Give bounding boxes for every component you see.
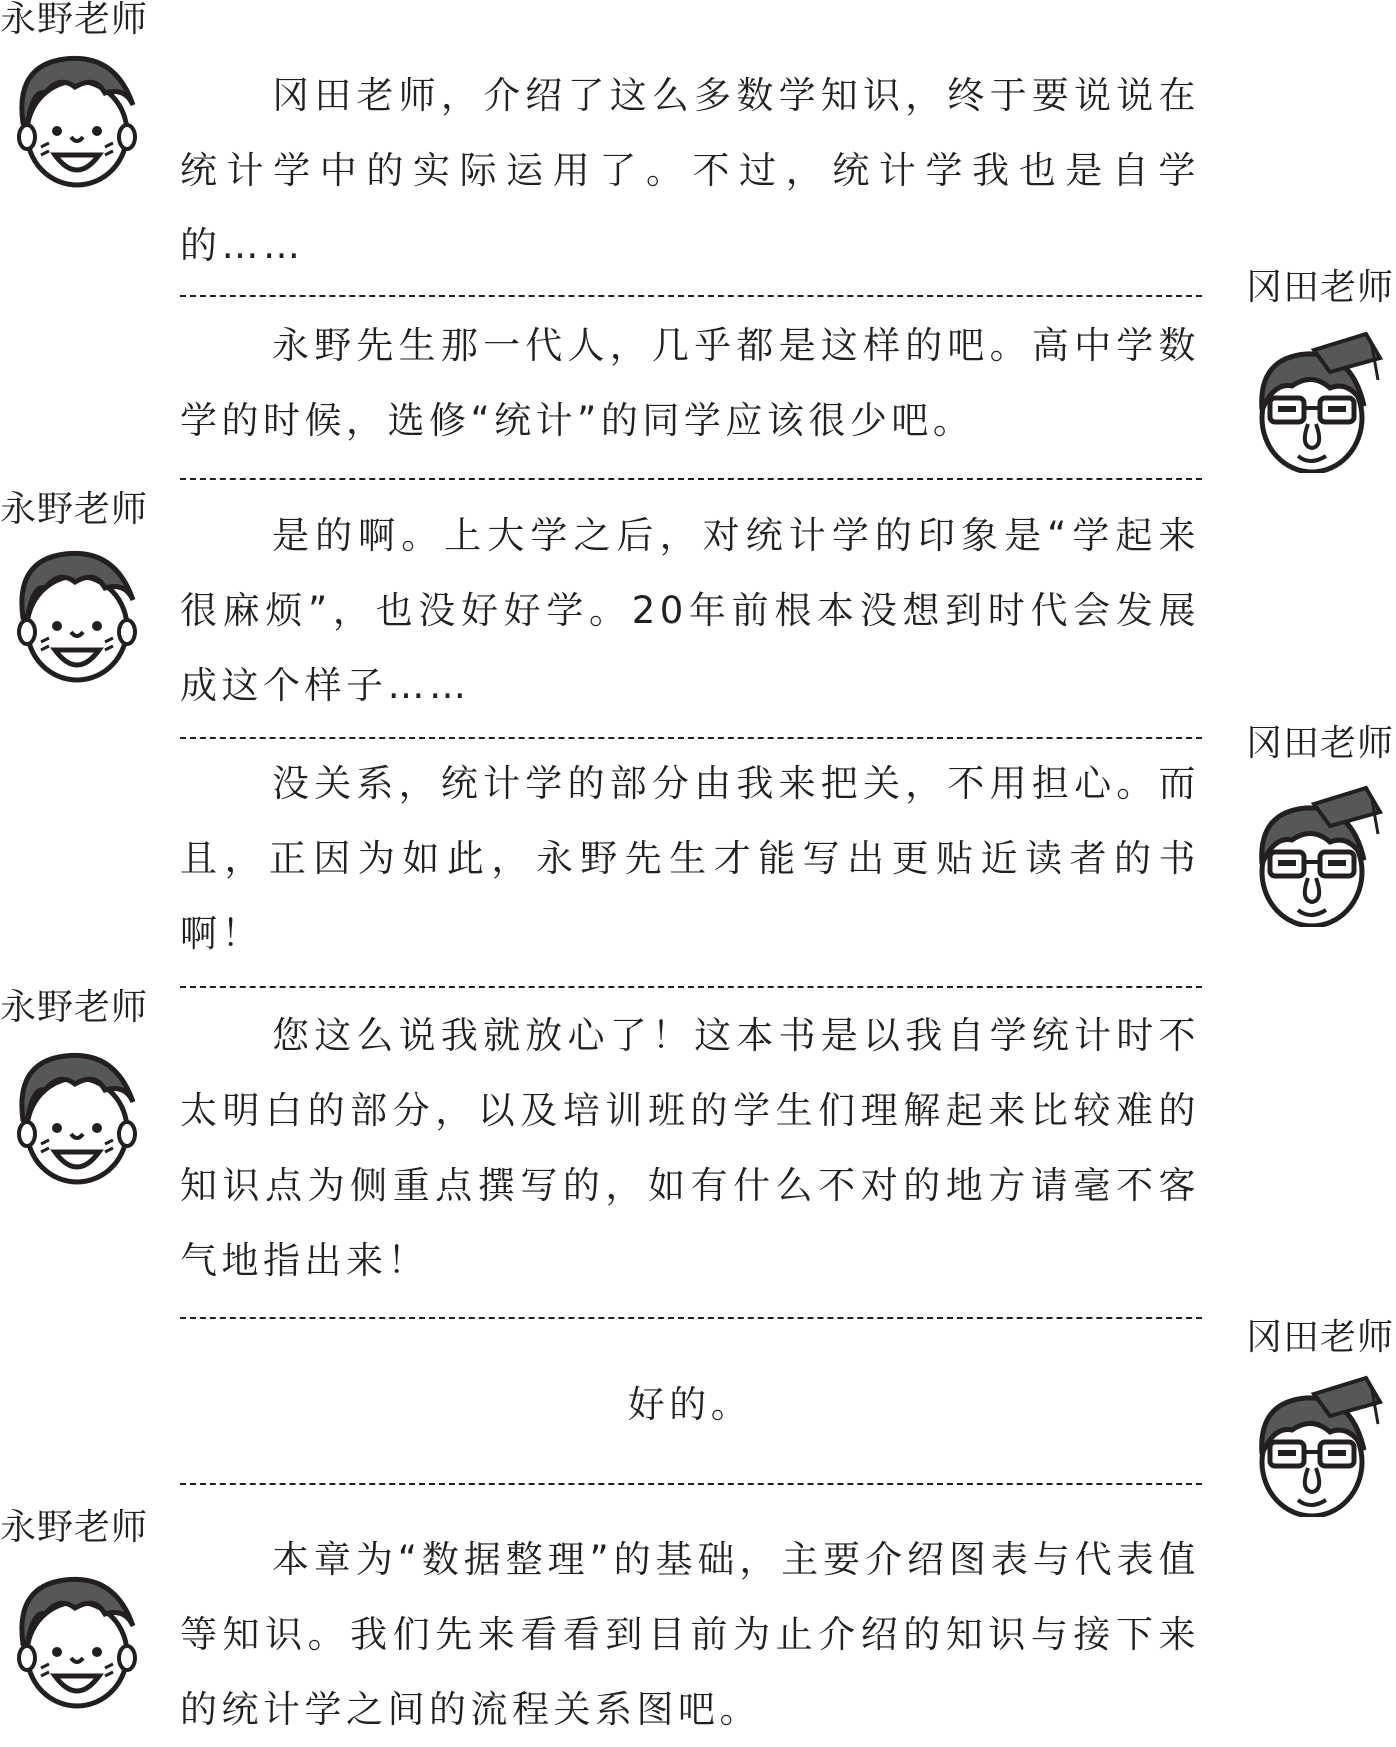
dialogue-divider — [180, 478, 1202, 480]
speaker-name-nagano: 永野老师 — [0, 987, 149, 1028]
dialogue-divider — [180, 737, 1202, 739]
speaker-name-okada: 冈田老师 — [1246, 1317, 1395, 1358]
speaker-name-okada: 冈田老师 — [1246, 267, 1395, 308]
nagano-avatar-icon — [5, 540, 150, 685]
dialogue-line: 是的啊。上大学之后，对统计学的印象是“学起来很麻烦”，也没好好学。20年前根本没想到时代会发展成这个样子…… — [180, 514, 1200, 707]
dialogue-line: 好的。 — [627, 1383, 753, 1426]
nagano-avatar-icon — [5, 1566, 150, 1711]
dialogue-line: 您这么说我就放心了！这本书是以我自学统计时不太明白的部分，以及培训班的学生们理解起来比较难的知识点为侧重点撰写的，如有什么不对的地方请毫不客气地指出来！ — [180, 1014, 1200, 1282]
dialogue-line: 冈田老师，介绍了这么多数学知识，终于要说说在统计学中的实际运用了。不过，统计学我也是自学的…… — [180, 74, 1200, 267]
dialogue-divider — [180, 295, 1202, 297]
nagano-avatar-icon — [5, 1042, 150, 1187]
nagano-avatar-icon — [5, 45, 150, 190]
okada-avatar-icon — [1240, 1372, 1385, 1517]
okada-avatar-icon — [1240, 782, 1385, 927]
speaker-name-nagano: 永野老师 — [0, 489, 149, 530]
dialogue-divider — [180, 1483, 1202, 1485]
dialogue-divider — [180, 986, 1202, 988]
speaker-name-okada: 冈田老师 — [1246, 723, 1395, 764]
dialogue-divider — [180, 1317, 1202, 1319]
speaker-name-nagano: 永野老师 — [0, 0, 149, 40]
dialogue-line: 没关系，统计学的部分由我来把关，不用担心。而且，正因为如此，永野先生才能写出更贴近读者的书啊！ — [180, 762, 1200, 955]
dialogue-line: 永野先生那一代人，几乎都是这样的吧。高中学数学的时候，选修“统计”的同学应该很少吧。 — [180, 324, 1200, 442]
speaker-name-nagano: 永野老师 — [0, 1507, 149, 1548]
okada-avatar-icon — [1240, 328, 1385, 473]
dialogue-line: 本章为“数据整理”的基础，主要介绍图表与代表值等知识。我们先来看看到目前为止介绍的知识与接下来的统计学之间的流程关系图吧。 — [180, 1538, 1200, 1731]
